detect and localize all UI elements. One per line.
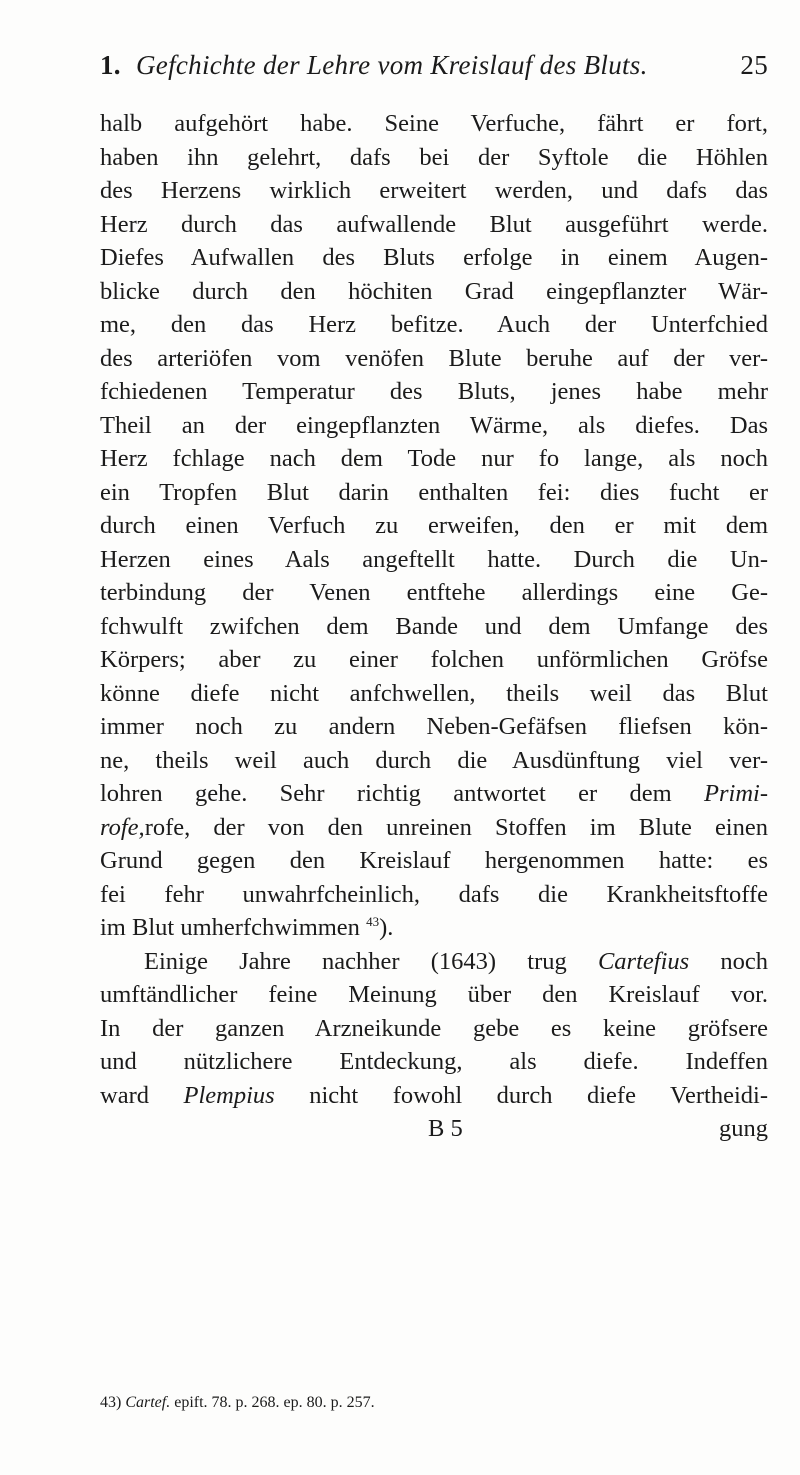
text-line: durch einen Verfuch zu erweifen, den er mit dem (100, 512, 768, 539)
text-line: In der ganzen Arzneikunde gebe es keine gröfsere (100, 1014, 768, 1042)
footnote-marker: 43) (100, 1394, 122, 1411)
body-text (100, 107, 768, 1146)
page-number: 25 (740, 50, 768, 80)
italic-name: Plempius (183, 1081, 275, 1109)
text-line: und nützlichere Entdeckung, als diefe. Indeffen (100, 1048, 768, 1075)
text-line (100, 911, 768, 945)
text-segment: Einige Jahre nachher (1643) trug (144, 947, 567, 975)
text-line: Herz fchlage nach dem Tode nur fo lange, als noch (100, 445, 768, 472)
sheet-signature: B 5 (428, 1115, 463, 1142)
text-line (100, 777, 768, 811)
text-segment: lohren gehe. Sehr richtig antwortet er dem (100, 780, 672, 807)
text-segment: noch (720, 947, 768, 975)
text-line: ne, theils weil auch durch die Ausdünftung viel ver- (100, 746, 768, 774)
running-head (100, 50, 768, 94)
catchword: gung (719, 1115, 768, 1142)
text-line (100, 1079, 768, 1113)
text-line: fchiedenen Temperatur des Bluts, jenes habe mehr (100, 378, 768, 405)
text-line: fei fehr unwahrfcheinlich, dafs die Krankheitsftoffe (100, 880, 768, 908)
text-line: Diefes Aufwallen des Bluts erfolge in einem Augen- (100, 244, 768, 271)
italic-name: Primi- (704, 780, 768, 807)
italic-name: Cartefius (597, 947, 690, 975)
text-line: Theil an der eingepflanzten Wärme, als diefes. Das (100, 411, 768, 439)
footnote-author: Cartef. (125, 1394, 171, 1411)
text-line: blicke durch den höchiten Grad eingepflanzter Wär- (100, 277, 768, 305)
text-line (100, 945, 768, 979)
text-line: me, den das Herz befitze. Auch der Unterfchied (100, 311, 768, 338)
text-line: haben ihn gelehrt, dafs bei der Syftole die Höhlen (100, 143, 768, 171)
text-line (100, 811, 768, 845)
text-line: könne diefe nicht anfchwellen, theils weil das Blut (100, 679, 768, 707)
text-segment: nicht fowohl durch diefe Vertheidi- (309, 1081, 768, 1109)
text-line: Herzen eines Aals angeftellt hatte. Durch die Un- (100, 545, 768, 573)
text-line: Körpers; aber zu einer folchen unförmlichen Gröfse (100, 646, 768, 673)
running-title: Gefchichte der Lehre vom Kreislauf des Bluts. (136, 50, 648, 80)
text-segment: im Blut umherfchwimmen (100, 914, 360, 941)
text-line: umftändlicher feine Meinung über den Kreislauf vor. (100, 981, 768, 1008)
text-segment: ward (100, 1081, 149, 1109)
text-line: halb aufgehört habe. Seine Verfuche, fährt er fort, (100, 110, 768, 137)
text-line: terbindung der Venen entftehe allerdings eine Ge- (100, 579, 768, 606)
text-line: ein Tropfen Blut darin enthalten fei: dies fucht er (100, 478, 768, 506)
signature-line (100, 1112, 768, 1146)
footnote-ref: 43 (366, 913, 380, 929)
footnote (100, 1394, 375, 1412)
chapter-number: 1. (100, 50, 121, 80)
text-line: immer noch zu andern Neben-Gefäfsen fliefsen kön- (100, 713, 768, 740)
text-line: fchwulft zwifchen dem Bande und dem Umfange des (100, 612, 768, 640)
text-line: Grund gegen den Kreislauf hergenommen hatte: es (100, 847, 768, 874)
text-line: Herz durch das aufwallende Blut ausgeführt werde. (100, 210, 768, 238)
text-segment: rofe, der von den unreinen Stoffen im Blute einen (144, 813, 768, 841)
text-segment: ). (379, 914, 394, 941)
footnote-text: epift. 78. p. 268. ep. 80. p. 257. (174, 1394, 375, 1411)
text-line: des Herzens wirklich erweitert werden, und dafs das (100, 177, 768, 204)
italic-name: rofe, (100, 813, 145, 841)
text-line: des arteriöfen vom venöfen Blute beruhe auf der ver- (100, 344, 768, 372)
